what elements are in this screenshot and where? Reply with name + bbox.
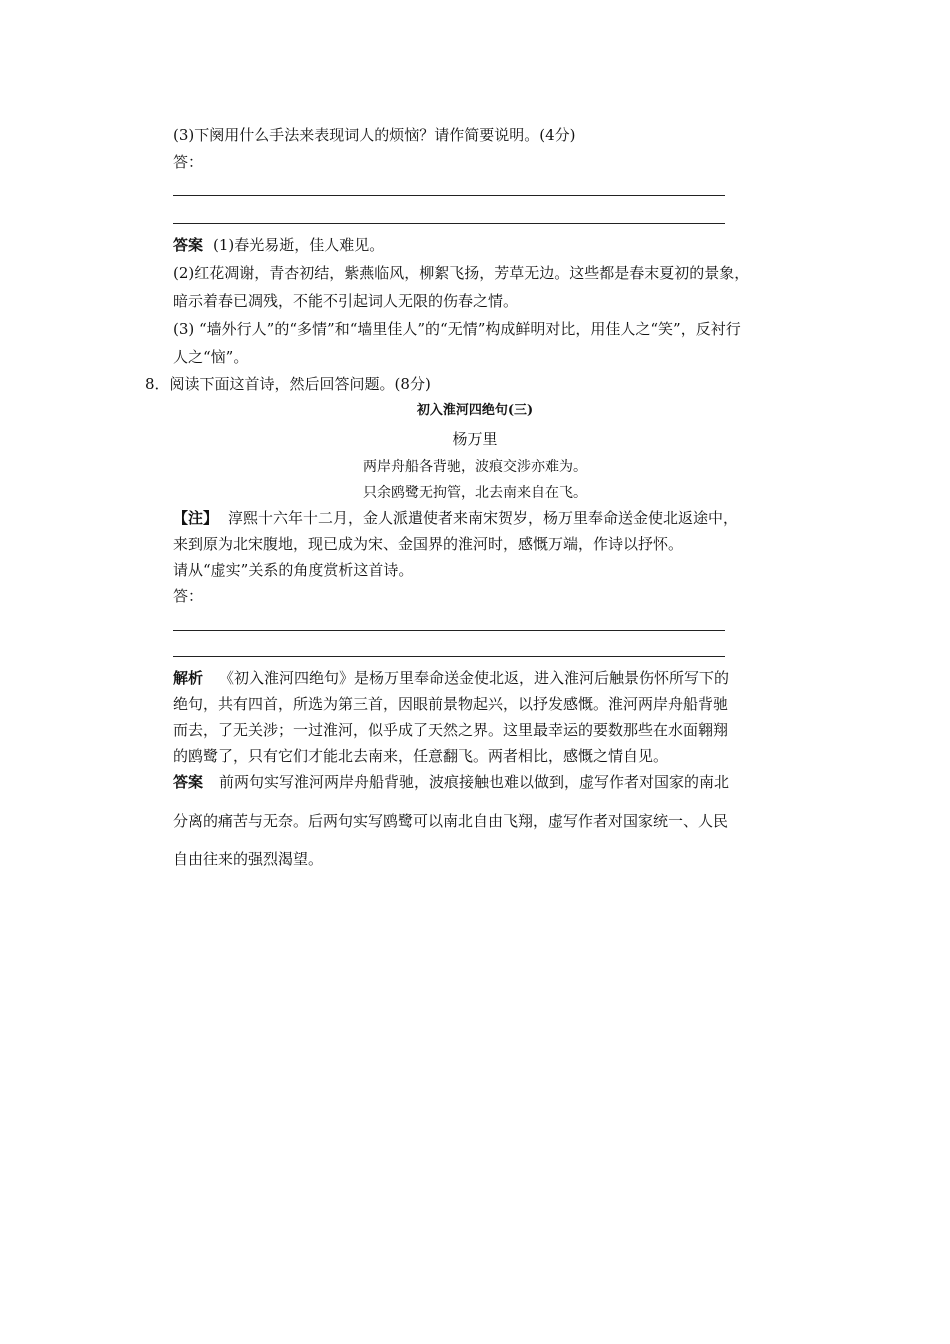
- answer-line-3b: [173, 223, 725, 224]
- analysis-line-3: 而去，了无关涉；一过淮河，似乎成了天然之界。这里最幸运的要数那些在水面翱翔: [173, 721, 729, 739]
- answer-block-2-line-3: 自由往来的强烈渴望。: [173, 850, 324, 868]
- answer-prompt-3: 答：: [173, 153, 204, 171]
- answer-label: 答案: [173, 236, 204, 254]
- analysis-line-2: 绝句，共有四首，所选为第三首，因眼前景物起兴，以抒发感慨。淮河两岸舟船背驰: [173, 695, 729, 713]
- question-8: 请从“虚实”关系的角度赏析这首诗。: [173, 561, 414, 579]
- answer-line-8a: [173, 630, 725, 631]
- answer-text: (1)春光易逝，佳人难见。: [213, 236, 385, 254]
- answer-block-1-line-5: 人之“恼”。: [173, 348, 249, 366]
- poem-line-1: 两岸舟船各背驰，波痕交涉亦难为。: [363, 459, 587, 475]
- answer-prompt-8: 答：: [173, 587, 204, 605]
- answer-label: 答案: [173, 773, 204, 791]
- answer-block-1-line-3: 暗示着春已凋残，不能不引起词人无限的伤春之情。: [173, 292, 519, 310]
- poem-title: 初入淮河四绝句(三): [416, 403, 534, 418]
- note-line-1: [173, 507, 738, 529]
- answer-text: 前两句实写淮河两岸舟船背驰，波痕接触也难以做到，虚写作者对国家的南北: [219, 773, 730, 791]
- note-line-2: 来到原为北宋腹地，现已成为宋、金国界的淮河时，感慨万端，作诗以抒怀。: [173, 535, 684, 553]
- answer-line-8b: [173, 656, 725, 657]
- answer-block-2-line-1: [173, 771, 729, 793]
- note-label: 【注】: [173, 509, 219, 527]
- analysis-line-1: [173, 667, 729, 689]
- note-text: 淳熙十六年十二月，金人派遣使者来南宋贺岁，杨万里奉命送金使北返途中，: [228, 509, 739, 527]
- answer-block-1-line-4: (3) “墙外行人”的“多情”和“墙里佳人”的“无情”构成鲜明对比，用佳人之“笑”，反衬行: [173, 320, 741, 338]
- answer-block-1-line-2: (2)红花凋谢，青杏初结，紫燕临风，柳絮飞扬，芳草无边。这些都是春末夏初的景象，: [173, 264, 750, 282]
- question-8-heading: 8．阅读下面这首诗，然后回答问题。(8分): [145, 375, 431, 393]
- answer-block-1-line-1: [173, 234, 384, 256]
- poem-author: 杨万里: [452, 430, 498, 448]
- answer-block-2-line-2: 分离的痛苦与无奈。后两句实写鸥鹭可以南北自由飞翔，虚写作者对国家统一、人民: [173, 812, 729, 830]
- analysis-label: 解析: [173, 669, 204, 687]
- analysis-line-4: 的鸥鹭了，只有它们才能北去南来，任意翻飞。两者相比，感慨之情自见。: [173, 747, 669, 765]
- poem-line-2: 只余鸥鹭无拘管，北去南来自在飞。: [363, 485, 587, 501]
- analysis-text: 《初入淮河四绝句》是杨万里奉命送金使北返，进入淮河后触景伤怀所写下的: [219, 669, 730, 687]
- answer-line-3a: [173, 195, 725, 196]
- question-3: (3)下阕用什么手法来表现词人的烦恼？请作简要说明。(4分): [173, 126, 576, 144]
